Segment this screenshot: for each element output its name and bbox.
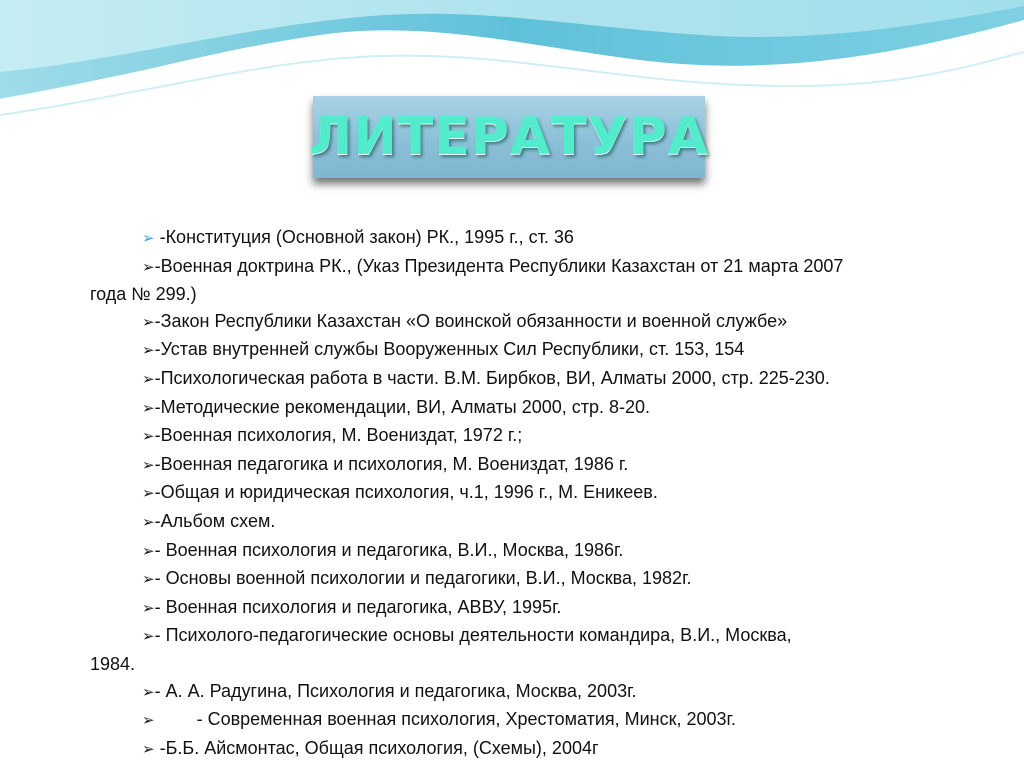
arrow-bullet-icon: ➢ [142,399,155,417]
title-banner [309,96,709,178]
list-item-text: -Альбом схем. [154,510,276,531]
arrow-bullet-icon: ➢ [142,599,155,617]
arrow-bullet-icon: ➢ [142,712,155,730]
arrow-bullet-icon: ➢ [142,230,155,247]
list-item [90,508,970,537]
list-item-text: -Военная доктрина РК., (Указ Президента Республики Казахстан от 21 марта 2007 [154,255,844,276]
page-title: ЛИТЕРАТУРА [309,107,709,167]
arrow-bullet-icon: ➢ [142,313,155,331]
arrow-bullet-icon: ➢ [142,571,155,589]
list-item-text: -Устав внутренней службы Вооруженных Сил Республики, ст. 153, 154 [154,339,745,360]
list-item-text: -Общая и юридическая психология, ч.1, 1996 г., М. Еникеев. [154,482,658,503]
list-item [90,336,970,365]
list-item [90,253,970,308]
arrow-bullet-icon: ➢ [142,740,155,758]
arrow-bullet-icon: ➢ [142,542,155,560]
arrow-bullet-icon: ➢ [142,258,155,276]
arrow-bullet-icon: ➢ [142,683,155,701]
list-item [90,224,970,253]
list-item [90,622,970,677]
arrow-bullet-icon: ➢ [142,628,155,646]
list-item [90,394,970,423]
list-item-text: -Закон Республики Казахстан «О воинской обязанности и военной службе» [154,310,788,331]
list-item [90,308,970,337]
list-item-text: - Основы военной психологии и педагогики, В.И., Москва, 1982г. [154,568,692,589]
arrow-bullet-icon: ➢ [142,485,155,503]
list-item-text: -Военная педагогика и психология, М. Воениздат, 1986 г. [154,453,629,474]
list-item [90,565,970,594]
literature-list [90,224,970,763]
list-item [90,537,970,566]
list-item-text: - Военная психология и педагогика, В.И., Москва, 1986г. [154,539,624,560]
list-item-continuation: 1984. [90,653,136,674]
list-item-continuation: года № 299.) [90,284,197,305]
list-item [90,594,970,623]
list-item [90,678,970,707]
list-item-text: -Б.Б. Айсмонтас, Общая психология, (Схемы), 2004г [154,737,599,758]
list-item [90,479,970,508]
list-item-text: -Методические рекомендации, ВИ, Алматы 2000, стр. 8-20. [154,396,651,417]
arrow-bullet-icon: ➢ [142,370,155,388]
list-item-text: - Современная военная психология, Хрестоматия, Минск, 2003г. [196,709,736,730]
list-item-text: -Конституция (Основной закон) РК., 1995 г., ст. 36 [154,227,574,247]
list-item-text: - Военная психология и педагогика, АВВУ, 1995г. [154,596,562,617]
list-item [90,365,970,394]
arrow-bullet-icon: ➢ [142,456,155,474]
arrow-bullet-icon: ➢ [142,428,155,446]
list-item-text: -Военная психология, М. Воениздат, 1972 г.; [154,425,523,446]
list-item-text: - А. А. Радугина, Психология и педагогика, Москва, 2003г. [154,680,637,701]
list-item [90,451,970,480]
list-item [90,706,970,735]
list-item-text: - Психолого-педагогические основы деятельности командира, В.И., Москва, [154,625,792,646]
list-item [90,735,970,764]
arrow-bullet-icon: ➢ [142,342,155,360]
arrow-bullet-icon: ➢ [142,513,155,531]
list-item-text: -Психологическая работа в части. В.М. Бирбков, ВИ, Алматы 2000, стр. 225-230. [154,367,830,388]
list-item [90,422,970,451]
